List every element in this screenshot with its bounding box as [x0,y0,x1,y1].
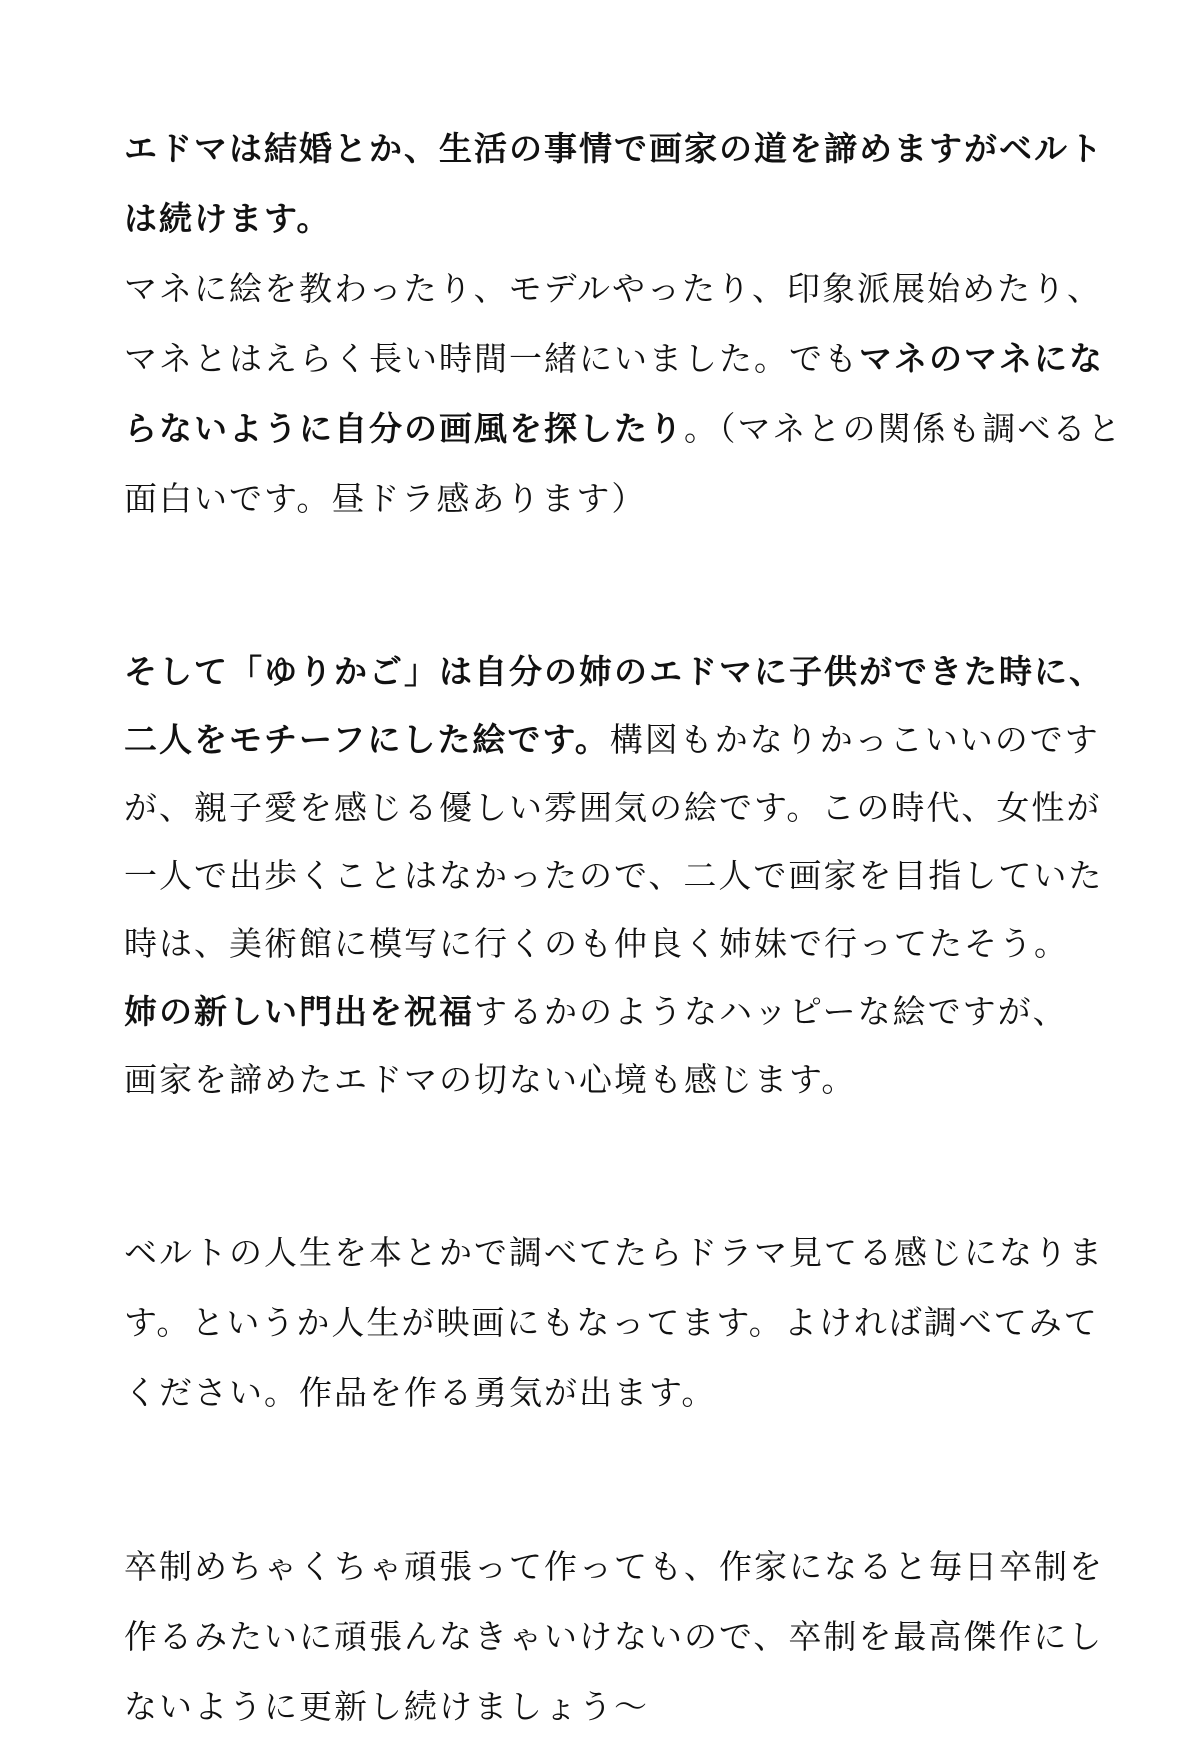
paragraph-edma-berthe [124,114,1123,534]
text-line: 卒制めちゃくちゃ頑張って作っても、作家になると毎日卒制を [124,1547,1104,1586]
paragraph-cradle [124,638,1104,1114]
text-line: 作るみたいに頑張んなきゃいけないので、卒制を最高傑作にし [124,1617,1104,1656]
text-span-regular: マネとはえらく長い時間一緒にいました。でも [124,339,859,378]
text-line: は続けます。 [124,199,332,238]
text-line [124,978,1104,1046]
text-line: 面白いです。昼ドラ感あります） [124,479,647,518]
text-line: 時は、美術館に模写に行くのも仲良く姉妹で行ってたそう。 [124,924,1069,963]
paragraph-gap [124,1114,1104,1218]
text-line: エドマは結婚とか、生活の事情で画家の道を諦めますがベルト [124,129,1104,168]
paragraph-gap [124,534,1104,638]
paragraph-life-story [124,1218,1104,1428]
text-span-bold: 二人をモチーフにした絵です。 [124,720,610,759]
text-line: ください。作品を作る勇気が出ます。 [124,1373,717,1412]
document-page [124,114,1123,1742]
text-span-regular: するかのようなハッピーな絵ですが、 [474,992,1068,1031]
paragraph-gap [124,1428,1104,1532]
text-line: マネに絵を教わったり、モデルやったり、印象派展始めたり、 [124,269,1103,308]
text-span-bold: マネのマネにな [859,339,1104,378]
text-line: そして「ゆりかご」は自分の姉のエドマに子供ができた時に、 [124,652,1104,691]
text-line: 画家を諦めたエドマの切ない心境も感じます。 [124,1060,857,1099]
text-line [124,324,1104,394]
text-span-bold: 姉の新しい門出を祝福 [124,992,474,1031]
text-span-regular: 構図もかなりかっこいいのです [609,720,1100,759]
text-line: す。というか人生が映画にもなってます。よければ調べてみて [124,1303,1099,1342]
text-line: 一人で出歩くことはなかったので、二人で画家を目指していた [124,856,1104,895]
text-line: ないように更新し続けましょう〜 [124,1687,649,1726]
paragraph-graduation-work [124,1532,1104,1742]
text-span-bold: らないように自分の画風を探したり [124,409,684,448]
text-line [124,706,1104,774]
text-line: ベルトの人生を本とかで調べてたらドラマ見てる感じになりま [124,1233,1104,1272]
text-span-regular: 。（マネとの関係も調べると [684,409,1123,448]
text-line: が、親子愛を感じる優しい雰囲気の絵です。この時代、女性が [124,788,1102,827]
text-line [124,394,1123,464]
